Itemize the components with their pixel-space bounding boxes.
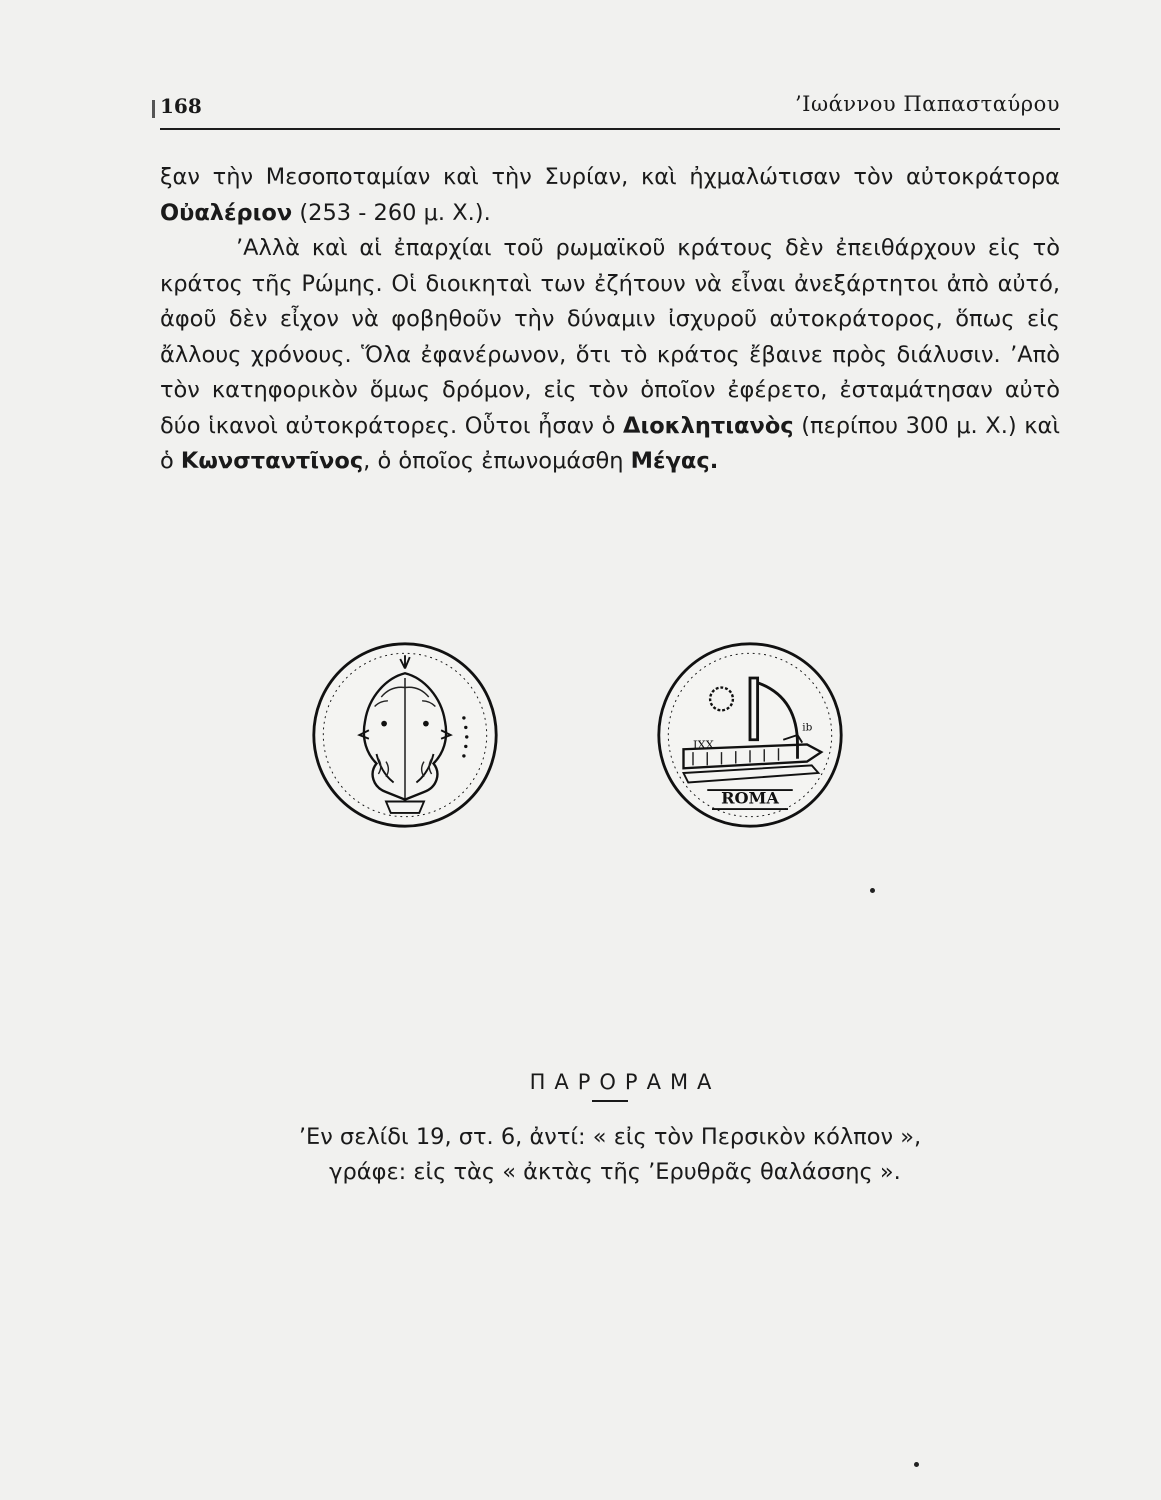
errata-section [160,1070,1060,1190]
paragraph-2 [160,231,1060,480]
emperor-constantine: Κωνσταντῖνος [180,448,364,474]
svg-text:ib: ib [802,721,813,734]
running-head: ’Ιωάννου Παπασταύρου [794,92,1060,116]
errata-line-1: ’Εν σελίδι 19, στ. 6, ἀντί: « εἰς τὸν Περσικὸν κόλπον », [298,1124,922,1150]
svg-text:IXX: IXX [693,737,714,752]
ship-prow-coin-reverse [655,640,845,830]
emperor-valerian: Οὐαλέριον [160,199,293,226]
margin-mark [152,100,155,118]
coin-illustration [310,640,910,850]
janus-head-image [310,640,500,830]
paragraph-1-text: ξαν τὴν Μεσοποταμίαν καὶ τὴν Συρίαν, καὶ ἠχμαλώτισαν τὸν αὐτοκράτορα [160,164,1060,190]
errata-title: ΠΑΡΟΡΑΜΑ [529,1070,721,1094]
ship-prow-image [655,640,845,830]
errata-line-2: γράφε: εἰς τὰς « ἀκτὰς τῆς ’Ερυθρᾶς θαλάσσης ». [329,1159,901,1185]
epithet-megas: Μέγας. [630,448,719,474]
errata-rule [592,1100,628,1102]
speck [870,888,875,893]
janus-coin-obverse [310,640,500,830]
page-header [160,92,1060,130]
speck [914,1462,919,1467]
body-text [160,160,1060,480]
emperor-diocletian: Διοκλητιανὸς [623,412,794,439]
roma-inscription: ROMA [721,788,779,808]
paragraph-2-text-c: , ὁ ὁποῖος ἐπωνομάσθη [363,448,631,474]
paragraph-1 [160,160,1060,231]
paragraph-2-text-a: ’Αλλὰ καὶ αἱ ἐπαρχίαι τοῦ ρωμαϊκοῦ κράτους δὲν ἐπειθάρχουν εἰς τὸ κράτος τῆς Ρώμης. Οἱ διοικηταὶ των ἐζήτουν νὰ εἶναι ἀνεξάρτητοι ἀπὸ αὐτό, ἀφοῦ δὲν εἶχον νὰ φοβηθοῦν τὴν δύναμιν ἰσχυροῦ αὐτοκράτορος, ὅπως εἰς ἄλλους χρόνους. Ὅλα ἐφανέρωνον, ὅτι τὸ κράτος ἔβαινε πρὸς διάλυσιν. ’Απὸ τὸν κατηφορικὸν ὅμως δρόμον, εἰς τὸν ὁποῖον ἐφέρετο, ἐσταμάτησαν αὐτὸ δύο ἱκανοὶ αὐτοκράτορες. Οὗτοι ἦσαν ὁ [160,235,1060,439]
paragraph-2-text-b: (περίπου 300 μ. Χ.) καὶ ὁ [160,412,1060,474]
paragraph-1-dates: (253 - 260 μ. Χ.). [292,199,491,226]
page-number: 168 [160,94,202,118]
